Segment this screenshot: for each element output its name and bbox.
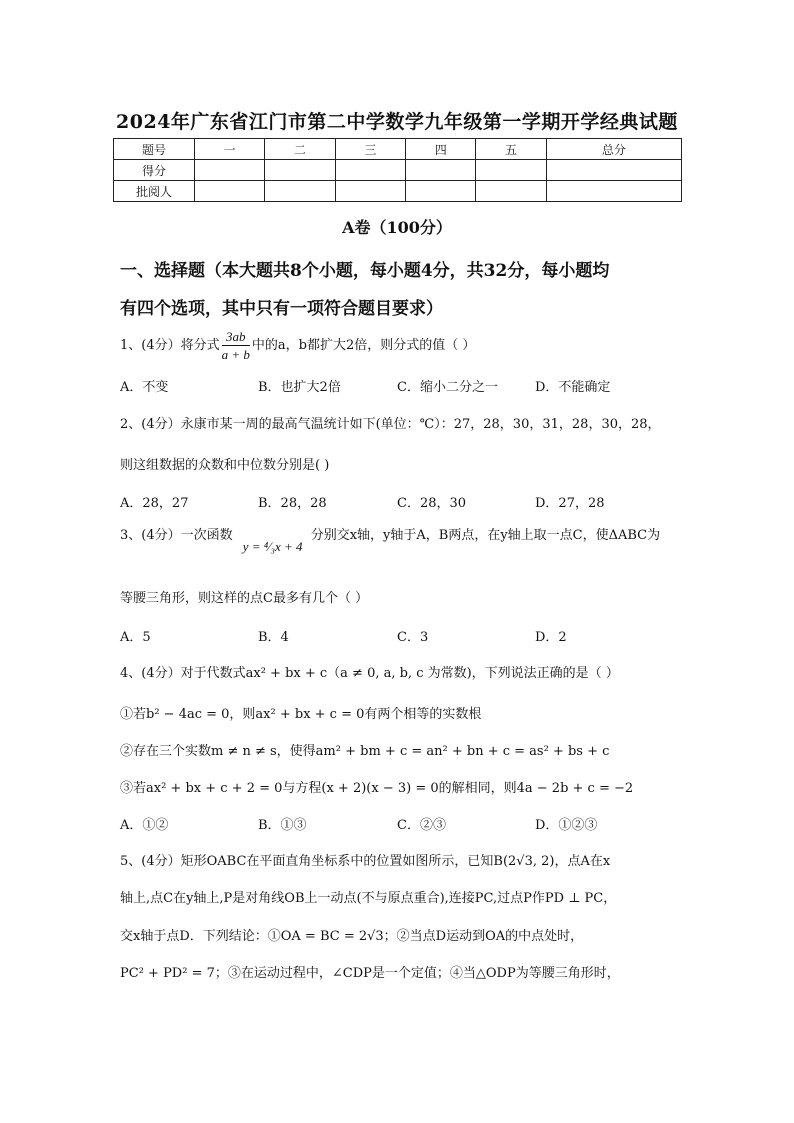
- table-header-cell: 总分: [546, 139, 681, 160]
- q2-option-b: B．28，28: [258, 496, 327, 511]
- table-cell[interactable]: [546, 181, 681, 202]
- table-cell[interactable]: [195, 160, 265, 181]
- question-4-statement-2: ②存在三个实数m ≠ n ≠ s，使得am² + bm + c = an² + bn + c = as² + bs + c: [120, 744, 610, 759]
- question-2-line1: 2、(4分）永康市某一周的最高气温统计如下(单位：℃）：27，28，30，31，28，30，28，: [120, 417, 661, 432]
- q1-option-c: C．缩小二分之一: [397, 380, 498, 395]
- question-5-line4: PC² + PD² = 7；③在运动过程中，∠CDP是一个定值；④当△ODP为等腰三角形时，: [120, 966, 620, 981]
- table-cell[interactable]: [265, 160, 335, 181]
- q2-option-a: A．28，27: [120, 496, 189, 511]
- table-row: [114, 139, 682, 160]
- q4-option-d: D．①②③: [535, 818, 598, 833]
- fraction-denominator: a + b: [221, 347, 250, 362]
- table-header-cell: 四: [406, 139, 476, 160]
- q2-option-c: C．28，30: [397, 496, 467, 511]
- q3-option-d: D．2: [535, 630, 567, 645]
- question-3-mid: 分别交x轴，y轴于A，B两点，在y轴上取一点C，使ΔABC为: [310, 528, 661, 543]
- q3-option-b: B．4: [258, 630, 289, 645]
- volume-heading: A卷（100分）: [342, 218, 452, 237]
- table-cell[interactable]: [406, 181, 476, 202]
- section-heading-line1: 一、选择题（本大题共8个小题，每小题4分，共32分，每小题均: [120, 261, 610, 281]
- q2-option-d: D．27，28: [535, 496, 605, 511]
- table-header-cell: 五: [476, 139, 546, 160]
- q3-option-c: C．3: [397, 630, 429, 645]
- table-header-cell: 一: [195, 139, 265, 160]
- table-row: [114, 160, 682, 181]
- linear-function: y = ⁴⁄₃x + 4: [242, 539, 303, 554]
- table-cell[interactable]: [195, 181, 265, 202]
- table-row: [114, 181, 682, 202]
- fraction-numerator: 3ab: [222, 328, 250, 346]
- table-header-cell: 二: [265, 139, 335, 160]
- question-3-line2: 等腰三角形，则这样的点C最多有几个（ ）: [120, 591, 369, 606]
- question-5-line3: 交x轴于点D．下列结论：①OA = BC = 2√3；②当点D运动到OA的中点处时，: [120, 929, 584, 944]
- question-4-statement-3: ③若ax² + bx + c + 2 = 0与方程(x + 2)(x − 3) = 0的解相同，则4a − 2b + c = −2: [120, 781, 634, 796]
- question-3-prefix: 3、(4分）一次函数: [120, 528, 233, 543]
- q1-option-a: A．不变: [120, 380, 169, 395]
- table-header-cell: 题号: [114, 139, 195, 160]
- q1-option-d: D．不能确定: [535, 380, 611, 395]
- q4-option-b: B．①③: [258, 818, 307, 833]
- table-cell[interactable]: [265, 181, 335, 202]
- table-row-label: 批阅人: [114, 181, 195, 202]
- q1-option-b: B．也扩大2倍: [258, 380, 341, 395]
- score-table: [113, 138, 682, 202]
- section-heading-line2: 有四个选项，其中只有一项符合题目要求）: [120, 299, 443, 319]
- question-4-line1: 4、(4分）对于代数式ax² + bx + c（a ≠ 0, a, b, c 为常数)，下列说法正确的是（ ）: [120, 666, 619, 681]
- question-2-line2: 则这组数据的众数和中位数分别是( ): [120, 458, 330, 473]
- q3-option-a: A．5: [120, 630, 151, 645]
- q4-option-a: A．①②: [120, 818, 169, 833]
- question-1-suffix: 中的a，b都扩大2倍，则分式的值（ ）: [251, 338, 476, 353]
- question-4-statement-1: ①若b² − 4ac = 0，则ax² + bx + c = 0有两个相等的实数根: [120, 707, 482, 722]
- table-cell[interactable]: [476, 160, 546, 181]
- table-cell[interactable]: [335, 160, 405, 181]
- table-cell[interactable]: [335, 181, 405, 202]
- table-cell[interactable]: [406, 160, 476, 181]
- q4-option-c: C．②③: [397, 818, 446, 833]
- table-cell[interactable]: [546, 160, 681, 181]
- table-row-label: 得分: [114, 160, 195, 181]
- table-cell[interactable]: [476, 181, 546, 202]
- question-1: [120, 328, 475, 363]
- fraction: [222, 328, 250, 363]
- question-5-line2: 轴上,点C在y轴上,P是对角线OB上一动点(不与原点重合),连接PC,过点P作PD ⊥ PC，: [120, 891, 617, 906]
- question-3-line1: [120, 524, 661, 554]
- question-5-line1: 5、(4分）矩形OABC在平面直角坐标系中的位置如图所示，已知B(2√3, 2)，点A在x: [120, 854, 611, 869]
- question-1-prefix: 1、(4分）将分式: [120, 338, 220, 353]
- table-header-cell: 三: [335, 139, 405, 160]
- exam-title: 2024年广东省江门市第二中学数学九年级第一学期开学经典试题: [116, 111, 678, 133]
